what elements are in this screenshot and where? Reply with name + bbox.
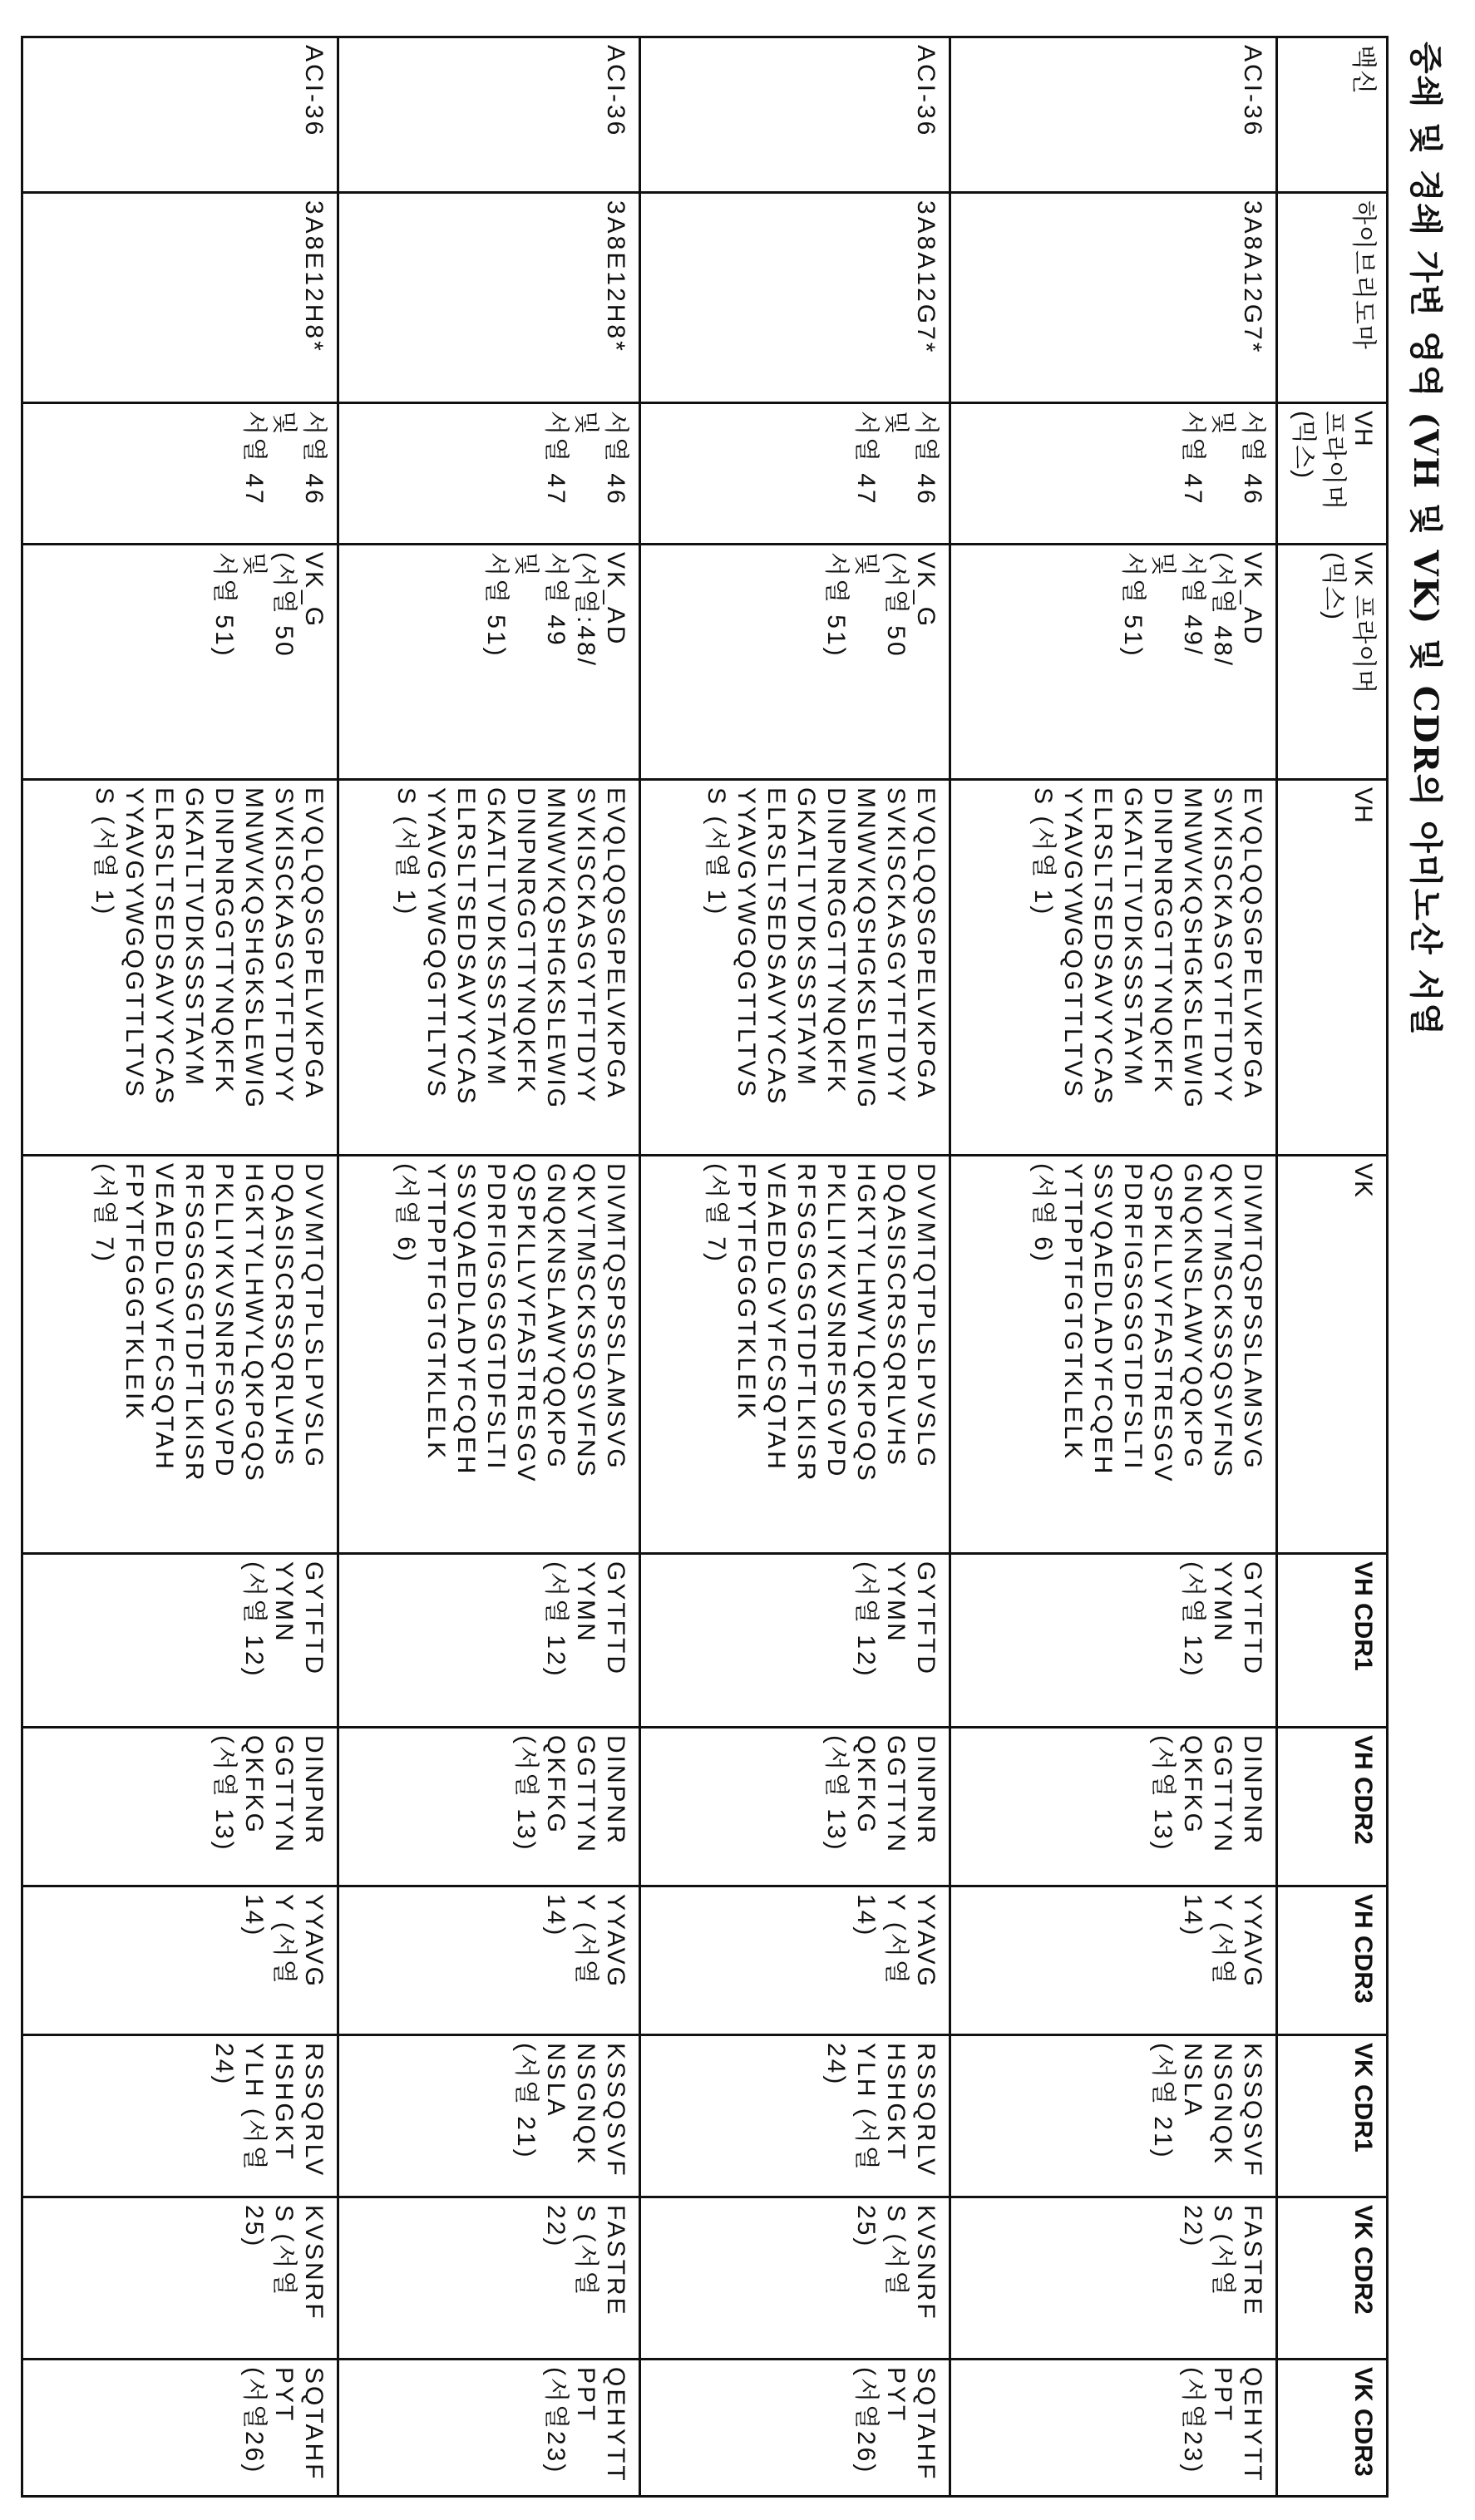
header-vh-primer: VH 프라이머 (믹스) [1277, 403, 1388, 545]
cell-vaccine: ACI-36 [640, 37, 950, 193]
header-vk-sequence: VK [1277, 1156, 1388, 1554]
cell-vaccine: ACI-36 [950, 37, 1277, 193]
header-vk-cdr2: VK CDR2 [1277, 2197, 1388, 2360]
header-vk-cdr1: VK CDR1 [1277, 2035, 1388, 2197]
cell-vk-cdr1: KSSQSVF NSGNQK NSLA (서열 21) [338, 2035, 640, 2197]
cell-vk-cdr3: QEHYTT PPT (서열23) [338, 2360, 640, 2497]
cell-vaccine: ACI-36 [22, 37, 338, 193]
cell-vk-primer: VK_AD (서열:48/ 서열 49 및 서열 51) [338, 545, 640, 780]
header-vk-cdr3: VK CDR3 [1277, 2360, 1388, 2497]
cell-vh-primer: 서열 46 및 서열 47 [640, 403, 950, 545]
cell-vh-cdr2: DINPNR GGTTYN QKFKG (서열 13) [22, 1728, 338, 1886]
cell-vh-sequence: EVQLQQSGPELVKPGA SVKISCKASGYTFTDYY MNWVKQSHGKSLEWIG DINPNRGGTTYNQKFK GKATLTVDKSSSTAYM ELRSLTSEDSAVYYCAS YYAVGYWGQGTTLTVS S (서열 1) [22, 780, 338, 1156]
cell-hybridoma: 3A8A12G7* [640, 193, 950, 403]
table-row [22, 37, 338, 2497]
header-row [1277, 37, 1388, 2497]
header-vh-cdr3: VH CDR3 [1277, 1886, 1388, 2035]
cell-vh-cdr1: GYTFTD YYMN (서열 12) [640, 1554, 950, 1728]
cell-vk-cdr2: FASTRE S (서열 22) [338, 2197, 640, 2360]
sequence-table-container [36, 36, 1389, 2495]
cell-vk-sequence: DVVMTQTPLSLPVSLG DQASISCRSSQRLVHS HGKTYLHWYLQKPGQS PKLLIYKVSNRFSGVPD RFSGSGSGTDFTLKISR VEAEDLGVYFCSQTAH FPYTFGGGTKLEIK (서열 7) [640, 1156, 950, 1554]
header-vk-primer: VK 프라이머 (믹스) [1277, 545, 1388, 780]
cell-vh-cdr2: DINPNR GGTTYN QKFKG (서열 13) [640, 1728, 950, 1886]
cell-vaccine: ACI-36 [338, 37, 640, 193]
cell-vk-sequence: DIVMTQSPSSLAMSVG QKVTMSCKSSQSVFNS GNQKNSLAWYQQKPG QSPKLLVYFASTRESGV PDRFIGSGSGTDFSLTI SSVQAEDLADYFCQEH YTTPPTFGTGTKLELK (서열 6) [338, 1156, 640, 1554]
header-vh-cdr1: VH CDR1 [1277, 1554, 1388, 1728]
cell-vk-sequence: DIVMTQSPSSLAMSVG QKVTMSCKSSQSVFNS GNQKNSLAWYQQKPG QSPKLLVYFASTRESGV PDRFIGSGSGTDFSLTI SSVQAEDLADYFCQEH YTTPPTFGTGTKLELK (서열 6) [950, 1156, 1277, 1554]
cell-vh-cdr3: YYAVG Y (서열 14) [338, 1886, 640, 2035]
cell-vk-primer: VK_AD (서열 48/ 서열 49/ 및 서열 51) [950, 545, 1277, 780]
cell-vk-cdr3: QEHYTT PPT (서열23) [950, 2360, 1277, 2497]
cell-vk-cdr2: FASTRE S (서열 22) [950, 2197, 1277, 2360]
cell-vh-cdr1: GYTFTD YYMN (서열 12) [338, 1554, 640, 1728]
cell-vk-primer: VK_G (서열 50 및 서열 51) [22, 545, 338, 780]
sequence-table [21, 36, 1389, 2498]
cell-vh-cdr3: YYAVG Y (서열 14) [22, 1886, 338, 2035]
cell-vk-cdr3: SQTAHF PYT (서열26) [22, 2360, 338, 2497]
cell-hybridoma: 3A8E12H8* [22, 193, 338, 403]
table-row [640, 37, 950, 2497]
cell-vk-primer: VK_G (서열 50 및 서열 51) [640, 545, 950, 780]
cell-vk-cdr2: KVSNRF S (서열 25) [22, 2197, 338, 2360]
cell-vh-cdr2: DINPNR GGTTYN QKFKG (서열 13) [950, 1728, 1277, 1886]
cell-vk-cdr1: RSSQRLV HSHGKT YLH (서열 24) [640, 2035, 950, 2197]
cell-vk-cdr3: SQTAHF PYT (서열26) [640, 2360, 950, 2497]
cell-vk-sequence: DVVMTQTPLSLPVSLG DQASISCRSSQRLVHS HGKTYLHWYLQKPGQS PKLLIYKVSNRFSGVPD RFSGSGSGTDFTLKISR VEAEDLGVYFCSQTAH FPYTFGGGTKLEIK (서열 7) [22, 1156, 338, 1554]
cell-vh-primer: 서열 46 및 서열 47 [950, 403, 1277, 545]
cell-vh-cdr3: YYAVG Y (서열 14) [950, 1886, 1277, 2035]
cell-vh-primer: 서열 46 및 서열 47 [338, 403, 640, 545]
header-vaccine: 백신 [1277, 37, 1388, 193]
table-title: 중쇄 및 경쇄 가변 영역 (VH 및 VK) 및 CDR의 아미노산 서열 [1402, 42, 1448, 1289]
header-hybridoma: 하이브리도마 [1277, 193, 1388, 403]
cell-vh-sequence: EVQLQQSGPELVKPGA SVKISCKASGYTFTDYY MNWVKQSHGKSLEWIG DINPNRGGTTYNQKFK GKATLTVDKSSSTAYM ELRSLTSEDSAVYYCAS YYAVGYWGQGTTLTVS S (서열 1) [338, 780, 640, 1156]
cell-vh-cdr3: YYAVG Y (서열 14) [640, 1886, 950, 2035]
header-vh-sequence: VH [1277, 780, 1388, 1156]
cell-vh-cdr1: GYTFTD YYMN (서열 12) [22, 1554, 338, 1728]
table-row [338, 37, 640, 2497]
cell-vk-cdr2: KVSNRF S (서열 25) [640, 2197, 950, 2360]
cell-vh-sequence: EVQLQQSGPELVKPGA SVKISCKASGYTFTDYY MNWVKQSHGKSLEWIG DINPNRGGTTYNQKFK GKATLTVDKSSSTAYM ELRSLTSEDSAVYYCAS YYAVGYWGQGTTLTVS S (서열 1) [950, 780, 1277, 1156]
cell-vh-cdr1: GYTFTD YYMN (서열 12) [950, 1554, 1277, 1728]
cell-hybridoma: 3A8E12H8* [338, 193, 640, 403]
cell-vh-cdr2: DINPNR GGTTYN QKFKG (서열 13) [338, 1728, 640, 1886]
cell-vh-primer: 서열 46 및 서열 47 [22, 403, 338, 545]
table-row [950, 37, 1277, 2497]
header-vh-cdr2: VH CDR2 [1277, 1728, 1388, 1886]
cell-vk-cdr1: KSSQSVF NSGNQK NSLA (서열 21) [950, 2035, 1277, 2197]
cell-vh-sequence: EVQLQQSGPELVKPGA SVKISCKASGYTFTDYY MNWVKQSHGKSLEWIG DINPNRGGTTYNQKFK GKATLTVDKSSSTAYM ELRSLTSEDSAVYYCAS YYAVGYWGQGTTLTVS S (서열 1) [640, 780, 950, 1156]
cell-hybridoma: 3A8A12G7* [950, 193, 1277, 403]
cell-vk-cdr1: RSSQRLV HSHGKT YLH (서열 24) [22, 2035, 338, 2197]
